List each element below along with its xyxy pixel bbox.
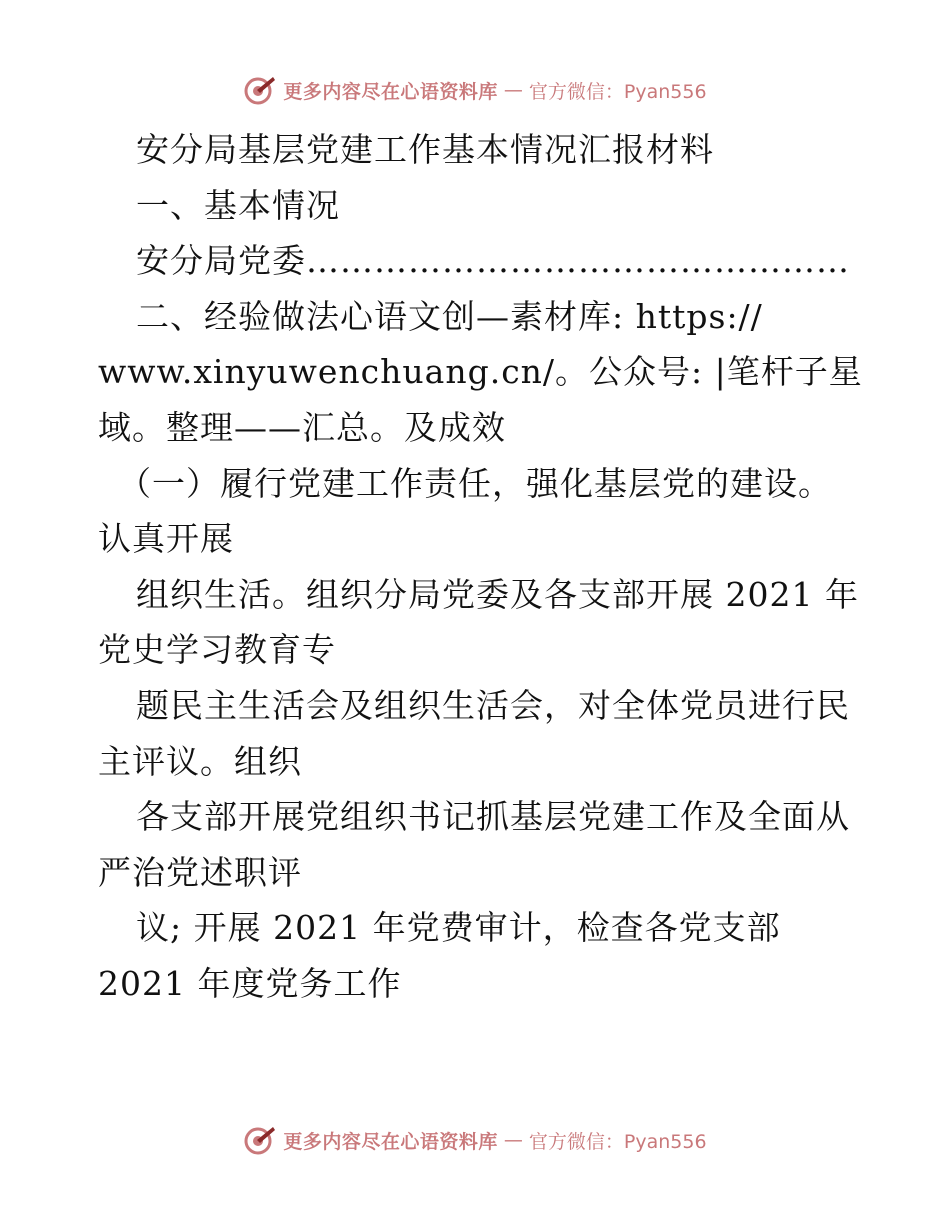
section-heading-basic: 一、基本情况 (136, 185, 340, 225)
paragraph-line: www.xinyuwenchuang.cn/。公众号: |笔杆子星 (98, 352, 863, 392)
paragraph-line: 主评议。组织 (98, 741, 302, 781)
document-title: 安分局基层党建工作基本情况汇报材料 (136, 130, 714, 169)
paragraph-line: 党史学习教育专 (98, 630, 336, 670)
watermark-contact: 官方微信：Pyan556 (528, 1130, 707, 1153)
paragraph-line: 域。整理——汇总。及成效 (98, 407, 506, 447)
pen-circle-icon (243, 73, 277, 107)
paragraph-line: 认真开展 (98, 519, 234, 559)
paragraph-line: 安分局党委………………………………………… (136, 241, 850, 281)
pen-circle-icon (243, 1123, 277, 1157)
paragraph-line: 议; 开展 2021 年党费审计，检查各党支部 (136, 908, 781, 948)
subsection-heading: （一）履行党建工作责任，强化基层党的建设。 (118, 463, 832, 503)
header-watermark (0, 70, 950, 110)
watermark-text: 更多内容尽在心语资料库 (283, 80, 498, 103)
watermark-contact: 官方微信：Pyan556 (528, 80, 707, 103)
paragraph-line: 严治党述职评 (98, 852, 302, 892)
paragraph-line: 各支部开展党组织书记抓基层党建工作及全面从 (136, 797, 850, 837)
paragraph-line: 2021 年度党务工作 (98, 963, 402, 1003)
section-heading-practice: 二、经验做法心语文创—素材库: https:// (136, 296, 763, 336)
watermark-dash: — (503, 1129, 523, 1151)
watermark-text: 更多内容尽在心语资料库 (283, 1130, 498, 1153)
footer-watermark (0, 1120, 950, 1160)
watermark-dash: — (503, 79, 523, 101)
document-body (98, 122, 863, 1012)
paragraph-line: 组织生活。组织分局党委及各支部开展 2021 年 (136, 574, 859, 614)
paragraph-line: 题民主生活会及组织生活会，对全体党员进行民 (136, 685, 850, 725)
